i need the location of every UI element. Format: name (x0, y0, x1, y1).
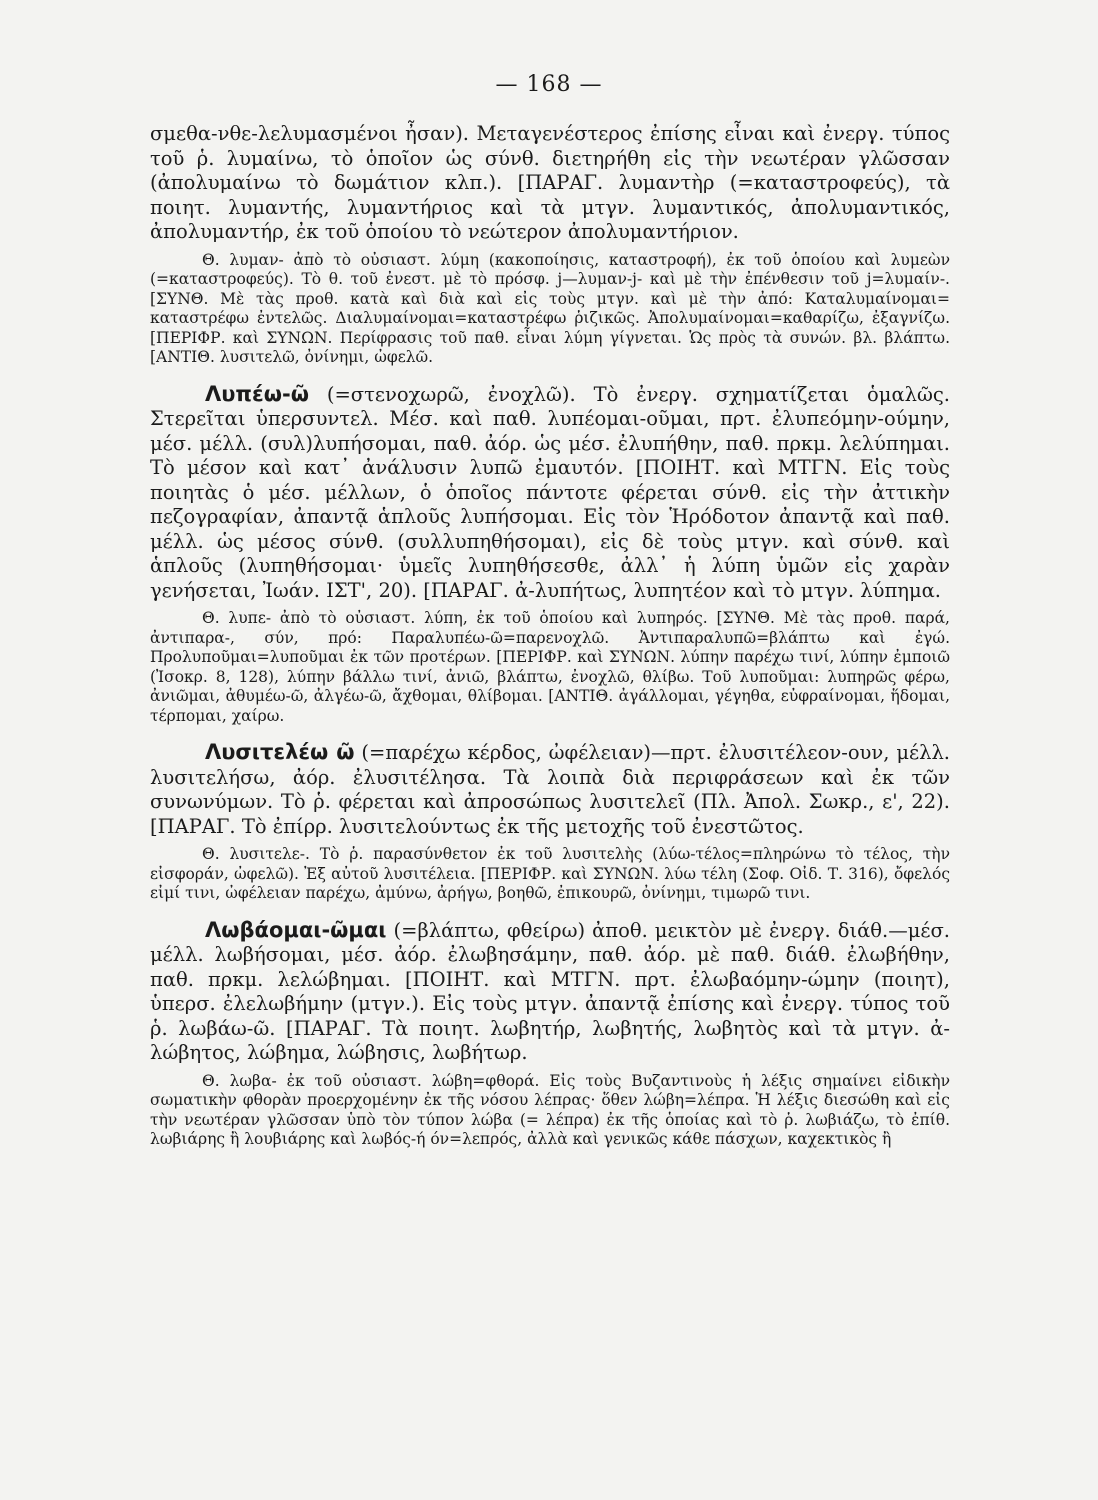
entry-body: (=βλάπτω, φθείρω) ἀποθ. μεικτὸν μὲ ἐνεργ. διάθ.—μέσ. μέλλ. λωβήσομαι, μέσ. ἀόρ. ἐλωβησάμην, παθ. ἀόρ. μὲ παθ. διάθ. ἐλωβήθην, παθ. πρκμ. λελώβημαι. [ΠΟΙΗΤ. καὶ ΜΤΓΝ. πρτ. ἐλωβαόμην-ώμην (ποιητ), ὑπερσ. ἐλελωβήμην (μτγν.). Εἰς τοὺς μτγν. ἀπαντᾷ ἐπίσης καὶ ἐνεργ. τύπος τοῦ ῥ. λωβάω-ῶ. [ΠΑΡΑΓ. Τὰ ποιητ. λωβητήρ, λωβητής, λωβητὸς καὶ τὰ μτγν. ἀ-λώβητος, λώβημα, λώβησις, λωβήτωρ. (150, 918, 951, 1064)
entry-lemma: Λωβάομαι-ῶμαι (205, 917, 387, 942)
entry-note: Θ. λυπε- ἀπὸ τὸ οὐσιαστ. λύπη, ἐκ τοῦ ὁποίου καὶ λυπηρός. [ΣΥΝΘ. Μὲ τὰς προθ. παρά, ἀντιπαρα-, σύν, πρό: Παραλυπέω-ῶ=παρενοχλῶ. Ἀντιπαραλυπῶ=βλάπτω καὶ ἐγώ. Προλυποῦμαι=λυποῦμαι ἐκ τῶν προτέρων. [ΠΕΡΙΦΡ. καὶ ΣΥΝΩΝ. λύπην παρέχω τινί, λύπην ἐμποιῶ (Ἰσοκρ. 8, 128), λύπην βάλλω τινί, ἀνιῶ, βλάπτω, ἐνοχλῶ, θλίβω. Τοῦ λυποῦμαι: λυπηρῶς φέρω, ἀνιῶμαι, ἀθυμέω-ῶ, ἀλγέω-ῶ, ἄχθομαι, θλίβομαι. [ΑΝΤΙΘ. ἀγάλλομαι, γέγηθα, εὐφραίνομαι, ἥδομαι, τέρπομαι, χαίρω. (150, 609, 950, 725)
continued-entry (150, 122, 950, 368)
entry-note: Θ. λυσιτελε-. Τὸ ῥ. παρασύνθετον ἐκ τοῦ λυσιτελὴς (λύω-τέλος=πληρώνω τὸ τέλος, τὴν εἰσφοράν, ὠφελῶ). Ἐξ αὐτοῦ λυσιτέλεια. [ΠΕΡΙΦΡ. καὶ ΣΥΝΩΝ. λύω τέλη (Σοφ. Οἰδ. Τ. 316), ὄφελός εἰμί τινι, ὠφέλειαν παρέχω, ἀμύνω, ἀρήγω, βοηθῶ, ἐπικουρῶ, ὀνίνημι, τιμωρῶ τινι. (150, 845, 950, 902)
entry-lobaomai (150, 918, 950, 1150)
continued-entry-note: Θ. λυμαν- ἀπὸ τὸ οὐσιαστ. λύμη (κακοποίησις, καταστροφή), ἐκ τοῦ ὁποίου καὶ λυμεὼν (=καταστροφεύς). Τὸ θ. τοῦ ἐνεστ. μὲ τὸ πρόσφ. j—λυμαν-j- καὶ μὲ τὴν ἐπένθεσιν τοῦ j=λυμαίν-. [ΣΥΝΘ. Μὲ τὰς προθ. κατὰ καὶ διὰ καὶ εἰς τοὺς μτγν. καὶ μὲ τὴν ἀπό: Καταλυμαίνομαι= καταστρέφω ἐντελῶς. Διαλυμαίνομαι=καταστρέφω ῥιζικῶς. Ἀπολυμαίνομαι=καθαρίζω, ἐξαγνίζω. [ΠΕΡΙΦΡ. καὶ ΣΥΝΩΝ. Περίφρασις τοῦ παθ. εἶναι λύμη γίγνεται. Ὡς πρὸς τὰ συνών. βλ. βλάπτω. [ΑΝΤΙΘ. λυσιτελῶ, ὀνίνημι, ὠφελῶ. (150, 250, 950, 366)
page-number: — 168 — (495, 72, 603, 97)
page-body (150, 122, 950, 1150)
entry-body: (=στενοχωρῶ, ἐνοχλῶ). Τὸ ἐνεργ. σχηματίζεται ὁμαλῶς. Στερεῖται ὑπερσυντελ. Μέσ. καὶ παθ. λυπέομαι-οῦμαι, πρτ. ἐλυπεόμην-ούμην, μέσ. μέλλ. (συλ)λυπήσομαι, παθ. ἀόρ. ὡς μέσ. ἐλυπήθην, παθ. πρκμ. λελύπημαι. Τὸ μέσον καὶ κατ᾽ ἀνάλυσιν λυπῶ ἐμαυτόν. [ΠΟΙΗΤ. καὶ ΜΤΓΝ. Εἰς τοὺς ποιητὰς ὁ μέσ. μέλλων, ὁ ὁποῖος πάντοτε φέρεται σύνθ. εἰς τὴν ἀττικὴν πεζογραφίαν, ἀπαντᾷ ἁπλοῦς λυπήσομαι. Εἰς τὸν Ἡρόδοτον ἀπαντᾷ καὶ παθ. μέλλ. ὡς μέσος σύνθ. (συλλυπηθήσομαι), εἰς δὲ τοὺς μτγν. καὶ σύνθ. καὶ ἁπλοῦς (λυπηθήσομαι· ὑμεῖς λυπηθήσεσθε, ἀλλ᾽ ἡ λύπη ὑμῶν εἰς χαρὰν γενήσεται, Ἰωάν. ΙΣΤ', 20). [ΠΑΡΑΓ. ἀ-λυπήτως, λυπητέον καὶ τὸ μτγν. λύπημα. (150, 382, 951, 602)
entry-text (150, 740, 950, 839)
entry-body: (=παρέχω κέρδος, ὠφέλειαν)—πρτ. ἐλυσιτέλεον-ουν, μέλλ. λυσιτελήσω, ἀόρ. ἐλυσιτέλησα. Τὰ λοιπὰ διὰ περιφράσεων καὶ ἐκ τῶν συνωνύμων. Τὸ ῥ. φέρεται καὶ ἀπροσώπως λυσιτελεῖ (Πλ. Ἀπολ. Σωκρ., ε', 22). [ΠΑΡΑΓ. Τὸ ἐπίρρ. λυσιτελούντως ἐκ τῆς μετοχῆς τοῦ ἐνεστῶτος. (150, 741, 951, 838)
entry-text (150, 382, 950, 604)
entry-text (150, 918, 950, 1066)
entry-note: Θ. λωβα- ἐκ τοῦ οὐσιαστ. λώβη=φθορά. Εἰς τοὺς Βυζαντινοὺς ἡ λέξις σημαίνει εἰδικὴν σωματικὴν φθορὰν προερχομένην ἐκ τῆς νόσου λέπρας· ὅθεν λώβη=λέπρα. Ἡ λέξις διεσώθη καὶ εἰς τὴν νεωτέραν γλῶσσαν ὑπὸ τὸν τύπον λώβα (= λέπρα) ἐκ τῆς ὁποίας καὶ τὸ ῥ. λωβιάζω, τὸ ἐπίθ. λωβιάρης ἢ λουβιάρης καὶ λωβός-ή όν=λεπρός, ἀλλὰ καὶ γενικῶς κάθε πάσχων, καχεκτικὸς ἢ (150, 1071, 950, 1148)
entry-lemma: Λυσιτελέω ῶ (205, 740, 355, 764)
continued-entry-text: σμεθα-νθε-λελυμασμένοι ἦσαν). Μεταγενέστερος ἐπίσης εἶναι καὶ ἐνεργ. τύπος τοῦ ῥ. λυμαίνω, τὸ ὁποῖον ὡς σύνθ. διετηρήθη εἰς τὴν νεωτέραν γλῶσσαν (ἀπολυμαίνω τὸ δωμάτιον κλπ.). [ΠΑΡΑΓ. λυμαντὴρ (=καταστροφεύς), τὰ ποιητ. λυμαντής, λυμαντήριος καὶ τὰ μτγν. λυμαντικός, ἀπολυμαντικός, ἀπολυμαντήρ, ἐκ τοῦ ὁποίου τὸ νεώτερον ἀπολυμαντήριον. (150, 122, 950, 243)
entry-lysiteleo (150, 740, 950, 904)
entry-lypeo (150, 382, 950, 727)
entry-lemma: Λυπέω-ῶ (205, 381, 309, 406)
